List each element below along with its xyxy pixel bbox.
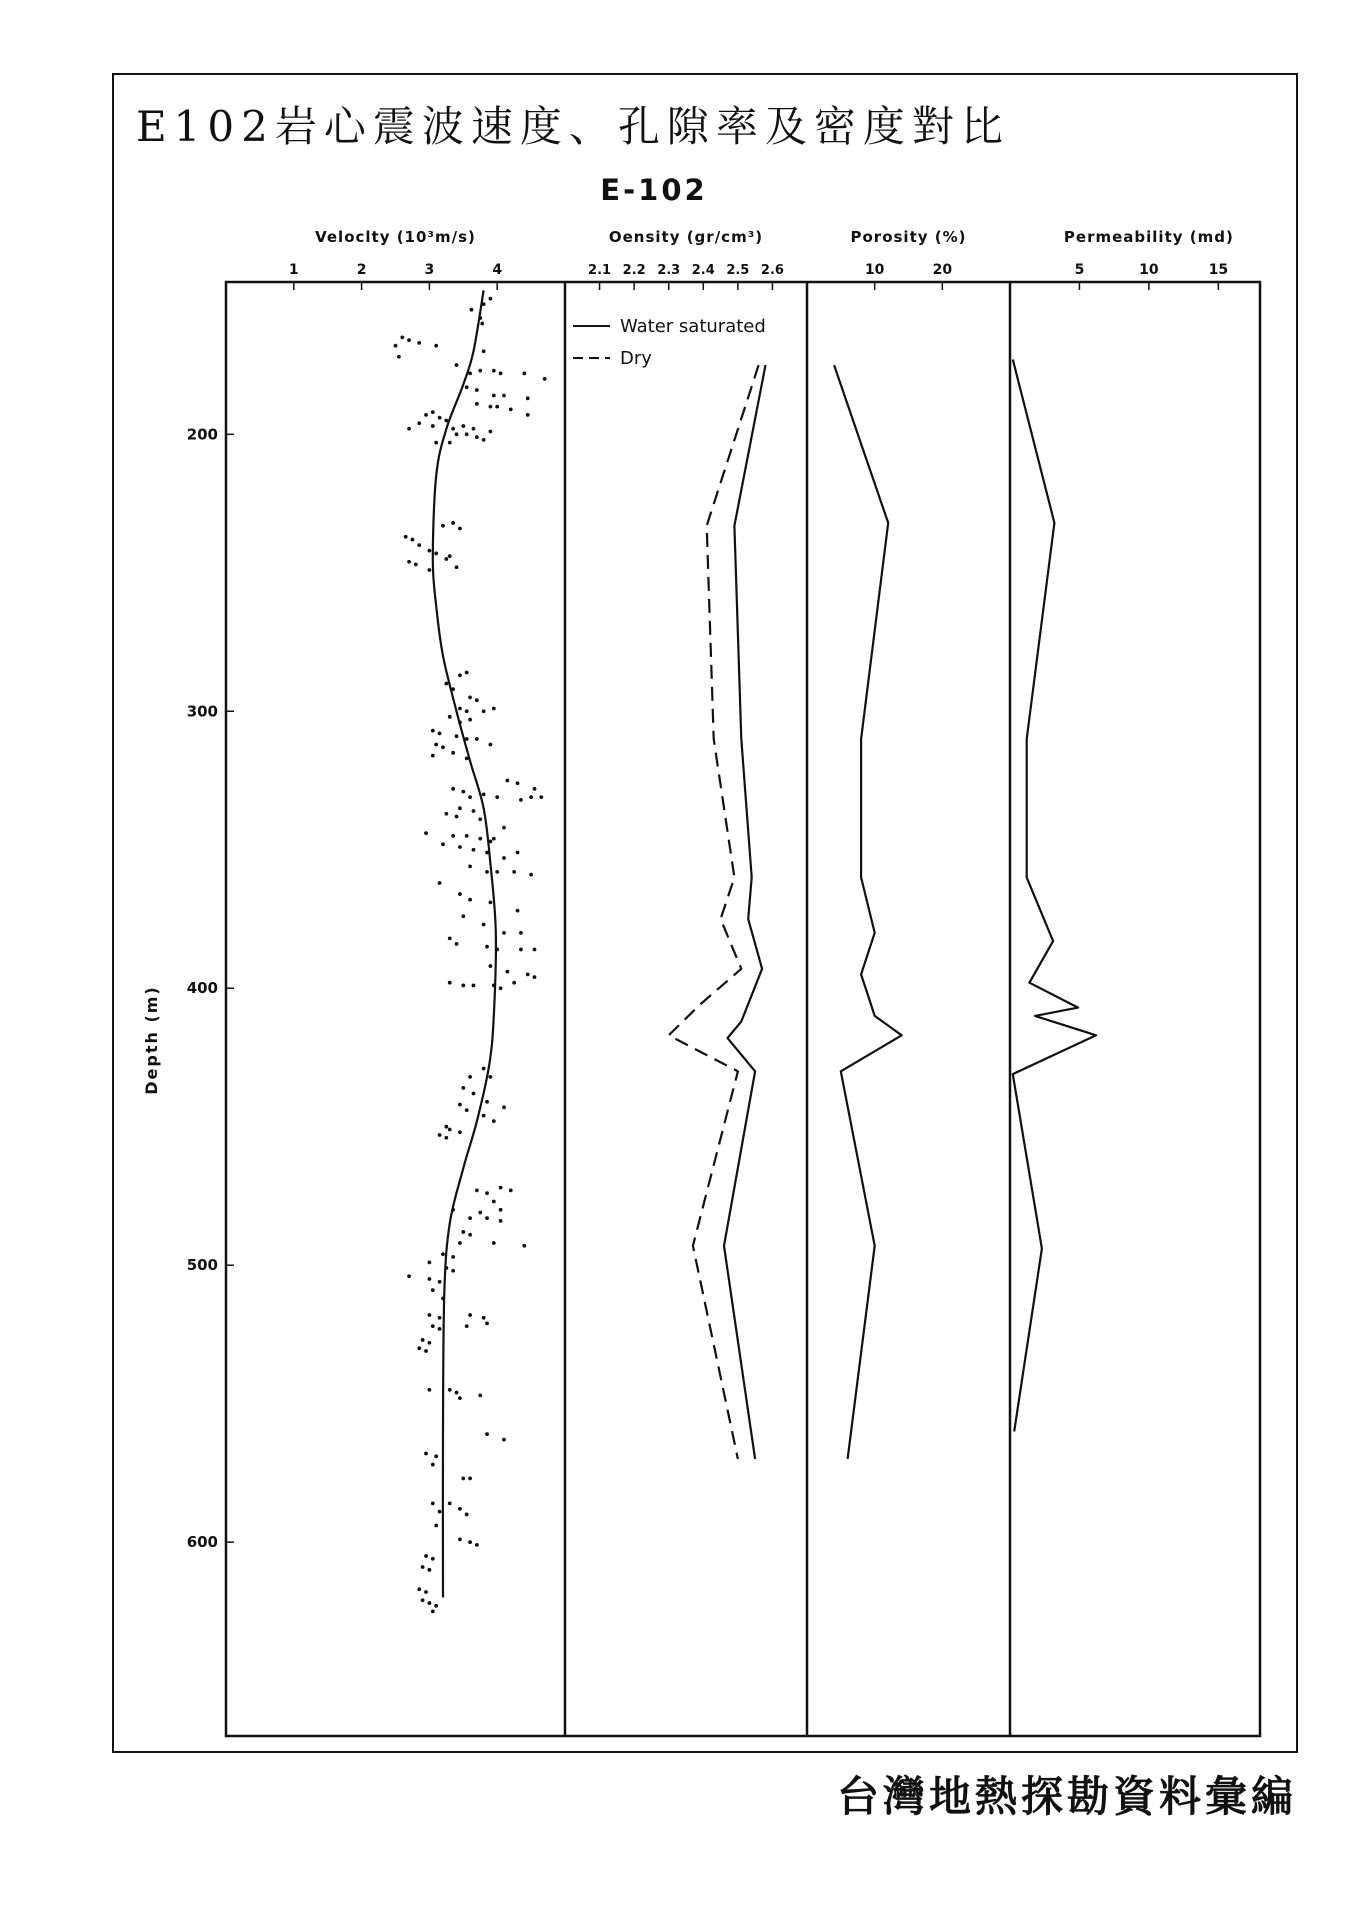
velocity-sample-point xyxy=(478,1393,482,1397)
velocity-sample-point xyxy=(468,898,472,902)
velocity-sample-point xyxy=(489,743,493,747)
velocity-sample-point xyxy=(472,848,476,852)
velocity-sample-point xyxy=(502,931,506,935)
velocity-sample-point xyxy=(434,1524,438,1528)
velocity-sample-point xyxy=(465,1108,469,1112)
velocity-sample-point xyxy=(489,405,493,409)
velocity-sample-point xyxy=(475,388,479,392)
velocity-sample-point xyxy=(431,729,435,733)
velocity-sample-point xyxy=(495,795,499,799)
velocity-sample-point xyxy=(465,1324,469,1328)
velocity-tick-label: 4 xyxy=(492,262,503,278)
velocity-sample-point xyxy=(529,795,533,799)
velocity-sample-point xyxy=(428,549,432,553)
velocity-sample-point xyxy=(485,851,489,855)
velocity-sample-point xyxy=(533,787,537,791)
velocity-sample-point xyxy=(444,419,448,423)
velocity-sample-point xyxy=(421,1598,425,1602)
velocity-sample-point xyxy=(533,975,537,979)
velocity-sample-point xyxy=(482,1114,486,1118)
velocity-sample-point xyxy=(414,563,418,567)
velocity-sample-point xyxy=(424,831,428,835)
density-water-saturated-line xyxy=(724,365,766,1459)
velocity-sample-point xyxy=(475,1189,479,1193)
velocity-sample-point xyxy=(468,864,472,868)
velocity-sample-point xyxy=(458,845,462,849)
velocity-sample-point xyxy=(431,1324,435,1328)
density-dry-line xyxy=(669,365,759,1459)
velocity-sample-point xyxy=(522,1244,526,1248)
velocity-sample-point xyxy=(434,552,438,556)
velocity-sample-point xyxy=(475,402,479,406)
velocity-sample-point xyxy=(448,441,452,445)
velocity-sample-point xyxy=(482,1067,486,1071)
velocity-sample-point xyxy=(458,1103,462,1107)
velocity-sample-point xyxy=(499,1186,503,1190)
velocity-sample-point xyxy=(465,1513,469,1517)
velocity-sample-point xyxy=(465,709,469,713)
velocity-sample-point xyxy=(448,1128,452,1132)
velocity-sample-point xyxy=(492,837,496,841)
velocity-sample-point xyxy=(444,1136,448,1140)
velocity-sample-point xyxy=(448,1501,452,1505)
velocity-sample-point xyxy=(424,1349,428,1353)
velocity-sample-point xyxy=(499,1219,503,1223)
velocity-sample-point xyxy=(434,1454,438,1458)
velocity-sample-point xyxy=(478,817,482,821)
velocity-sample-point xyxy=(438,1316,442,1320)
velocity-sample-point xyxy=(482,792,486,796)
velocity-sample-point xyxy=(428,1277,432,1281)
velocity-sample-point xyxy=(461,1230,465,1234)
velocity-sample-point xyxy=(485,870,489,874)
velocity-sample-point xyxy=(492,394,496,398)
velocity-sample-point xyxy=(468,718,472,722)
velocity-sample-point xyxy=(470,308,474,312)
velocity-sample-point xyxy=(475,435,479,439)
velocity-sample-point xyxy=(468,371,472,375)
velocity-sample-point xyxy=(448,554,452,558)
velocity-sample-point xyxy=(428,1313,432,1317)
velocity-tick-label: 3 xyxy=(424,262,435,278)
velocity-sample-point xyxy=(499,986,503,990)
velocity-sample-point xyxy=(480,322,484,326)
velocity-sample-point xyxy=(468,1216,472,1220)
legend-label-solid: Water saturated xyxy=(620,316,766,337)
velocity-sample-point xyxy=(482,923,486,927)
velocity-sample-point xyxy=(424,413,428,417)
velocity-sample-point xyxy=(465,432,469,436)
velocity-sample-point xyxy=(529,873,533,877)
velocity-sample-point xyxy=(417,1587,421,1591)
velocity-sample-point xyxy=(522,371,526,375)
velocity-sample-point xyxy=(448,981,452,985)
legend-label-dashed: Dry xyxy=(620,348,652,369)
depth-tick-label: 600 xyxy=(186,1533,218,1552)
velocity-sample-point xyxy=(411,538,415,542)
velocity-sample-point xyxy=(482,349,486,353)
velocity-sample-point xyxy=(461,1477,465,1481)
velocity-sample-point xyxy=(434,344,438,348)
velocity-sample-point xyxy=(499,371,503,375)
velocity-sample-point xyxy=(539,795,543,799)
velocity-sample-point xyxy=(444,812,448,816)
velocity-sample-point xyxy=(455,363,459,367)
velocity-sample-point xyxy=(451,1208,455,1212)
velocity-sample-point xyxy=(458,673,462,677)
velocity-sample-point xyxy=(519,931,523,935)
velocity-sample-point xyxy=(495,405,499,409)
velocity-sample-point xyxy=(428,1388,432,1392)
permeability-permeability-line xyxy=(1013,360,1096,1432)
velocity-sample-point xyxy=(502,394,506,398)
velocity-sample-point xyxy=(455,942,459,946)
velocity-sample-point xyxy=(472,427,476,431)
velocity-sample-point xyxy=(468,1540,472,1544)
velocity-sample-point xyxy=(482,709,486,713)
velocity-sample-point xyxy=(451,1255,455,1259)
velocity-sample-point xyxy=(461,914,465,918)
depth-tick-label: 200 xyxy=(186,425,218,444)
velocity-sample-point xyxy=(441,524,445,528)
density-tick-label: 2.4 xyxy=(691,263,715,278)
velocity-sample-point xyxy=(502,1438,506,1442)
velocity-sample-point xyxy=(468,795,472,799)
velocity-sample-point xyxy=(444,682,448,686)
velocity-sample-point xyxy=(526,396,530,400)
velocity-sample-point xyxy=(492,707,496,711)
velocity-sample-point xyxy=(502,856,506,860)
porosity-porosity-line xyxy=(834,365,902,1459)
velocity-sample-point xyxy=(472,984,476,988)
velocity-sample-point xyxy=(428,1261,432,1265)
velocity-sample-point xyxy=(489,900,493,904)
velocity-sample-point xyxy=(431,1501,435,1505)
velocity-sample-point xyxy=(417,421,421,425)
velocity-sample-point xyxy=(451,521,455,525)
velocity-sample-point xyxy=(438,1327,442,1331)
velocity-sample-point xyxy=(438,1510,442,1514)
velocity-sample-point xyxy=(434,441,438,445)
velocity-sample-point xyxy=(492,369,496,373)
velocity-sample-point xyxy=(458,1241,462,1245)
velocity-sample-point xyxy=(519,948,523,952)
velocity-sample-point xyxy=(438,416,442,420)
velocity-sample-point xyxy=(441,842,445,846)
velocity-sample-point xyxy=(495,948,499,952)
velocity-sample-point xyxy=(394,344,398,348)
velocity-sample-point xyxy=(455,432,459,436)
velocity-axis-label: Veloclty (10³m/s) xyxy=(315,228,476,246)
velocity-sample-point xyxy=(465,385,469,389)
velocity-sample-point xyxy=(492,1241,496,1245)
velocity-sample-point xyxy=(526,413,530,417)
velocity-sample-point xyxy=(499,1208,503,1212)
velocity-sample-point xyxy=(431,410,435,414)
velocity-sample-point xyxy=(438,1133,442,1137)
velocity-sample-point xyxy=(431,1463,435,1467)
velocity-sample-point xyxy=(482,438,486,442)
velocity-sample-point xyxy=(485,1216,489,1220)
velocity-sample-point xyxy=(509,1189,513,1193)
velocity-sample-point xyxy=(505,779,509,783)
velocity-sample-point xyxy=(441,1252,445,1256)
chart-title: E-102 xyxy=(600,173,708,207)
velocity-sample-point xyxy=(478,837,482,841)
velocity-sample-point xyxy=(489,964,493,968)
permeability-tick-label: 5 xyxy=(1074,262,1085,278)
velocity-sample-point xyxy=(451,834,455,838)
velocity-sample-point xyxy=(465,671,469,675)
velocity-sample-point xyxy=(485,1100,489,1104)
velocity-sample-point xyxy=(444,1125,448,1129)
velocity-sample-point xyxy=(489,1075,493,1079)
velocity-sample-point xyxy=(458,1537,462,1541)
velocity-sample-point xyxy=(458,806,462,810)
velocity-sample-point xyxy=(455,565,459,569)
density-tick-label: 2.3 xyxy=(657,263,681,278)
figure-title: E102岩心震波速度、孔隙率及密度對比 xyxy=(136,102,1010,151)
velocity-sample-point xyxy=(492,1200,496,1204)
depth-tick-label: 300 xyxy=(186,702,218,721)
velocity-sample-point xyxy=(455,815,459,819)
velocity-sample-point xyxy=(492,984,496,988)
velocity-sample-point xyxy=(468,1233,472,1237)
velocity-sample-point xyxy=(526,972,530,976)
velocity-sample-point xyxy=(475,1543,479,1547)
velocity-sample-point xyxy=(509,407,513,411)
velocity-sample-point xyxy=(428,1601,432,1605)
depth-tick-label: 500 xyxy=(186,1256,218,1275)
velocity-sample-point xyxy=(397,355,401,359)
velocity-sample-point xyxy=(431,1609,435,1613)
velocity-sample-point xyxy=(400,335,404,339)
velocity-sample-point xyxy=(465,756,469,760)
velocity-sample-point xyxy=(468,696,472,700)
velocity-sample-point xyxy=(489,840,493,844)
porosity-axis-label: Porosity (%) xyxy=(850,228,967,246)
velocity-sample-point xyxy=(444,557,448,561)
velocity-sample-point xyxy=(407,338,411,342)
velocity-sample-point xyxy=(438,1280,442,1284)
velocity-sample-point xyxy=(417,341,421,345)
velocity-sample-point xyxy=(543,377,547,381)
porosity-tick-label: 20 xyxy=(932,262,953,278)
velocity-sample-point xyxy=(451,1269,455,1273)
velocity-sample-point xyxy=(428,568,432,572)
velocity-sample-point xyxy=(465,834,469,838)
velocity-sample-point xyxy=(482,302,486,306)
velocity-sample-point xyxy=(505,970,509,974)
velocity-sample-point xyxy=(495,870,499,874)
velocity-sample-point xyxy=(472,809,476,813)
velocity-sample-point xyxy=(468,1477,472,1481)
velocity-sample-point xyxy=(516,909,520,913)
velocity-sample-point xyxy=(431,1288,435,1292)
velocity-sample-point xyxy=(482,1316,486,1320)
velocity-sample-point xyxy=(478,369,482,373)
permeability-tick-label: 10 xyxy=(1139,262,1159,278)
velocity-sample-point xyxy=(485,1321,489,1325)
velocity-sample-point xyxy=(448,1388,452,1392)
velocity-sample-point xyxy=(448,936,452,940)
velocity-sample-point xyxy=(458,707,462,711)
velocity-sample-point xyxy=(458,1507,462,1511)
velocity-sample-point xyxy=(451,787,455,791)
velocity-sample-point xyxy=(458,720,462,724)
depth-tick-label: 400 xyxy=(186,979,218,998)
velocity-sample-point xyxy=(519,798,523,802)
velocity-sample-point xyxy=(434,743,438,747)
velocity-sample-point xyxy=(468,1313,472,1317)
velocity-sample-point xyxy=(448,715,452,719)
velocity-sample-point xyxy=(458,892,462,896)
velocity-tick-label: 1 xyxy=(288,262,299,278)
footer-caption: 台灣地熱探勘資料彙編 xyxy=(836,1772,1297,1821)
velocity-sample-point xyxy=(533,948,537,952)
velocity-sample-point xyxy=(455,734,459,738)
velocity-sample-point xyxy=(492,1119,496,1123)
velocity-sample-point xyxy=(417,543,421,547)
velocity-sample-point xyxy=(407,1274,411,1278)
velocity-sample-point xyxy=(417,1346,421,1350)
plot-box xyxy=(226,282,1260,1736)
velocity-sample-point xyxy=(516,781,520,785)
velocity-sample-point xyxy=(424,1590,428,1594)
velocity-sample-point xyxy=(502,826,506,830)
density-tick-label: 2.6 xyxy=(760,263,784,278)
velocity-sample-point xyxy=(468,1075,472,1079)
density-axis-label: Oensity (gr/cm³) xyxy=(608,228,764,246)
velocity-sample-point xyxy=(424,1554,428,1558)
velocity-sample-point xyxy=(407,560,411,564)
velocity-sample-point xyxy=(461,984,465,988)
velocity-sample-point xyxy=(478,316,482,320)
velocity-sample-point xyxy=(431,754,435,758)
velocity-tick-label: 2 xyxy=(356,262,367,278)
velocity-trend-line xyxy=(433,290,496,1597)
velocity-sample-point xyxy=(407,427,411,431)
velocity-sample-point xyxy=(455,1391,459,1395)
velocity-sample-point xyxy=(461,790,465,794)
velocity-sample-point xyxy=(424,1452,428,1456)
velocity-sample-point xyxy=(441,745,445,749)
density-tick-label: 2.1 xyxy=(588,263,612,278)
velocity-sample-point xyxy=(428,1341,432,1345)
velocity-sample-point xyxy=(458,1130,462,1134)
porosity-tick-label: 10 xyxy=(864,262,885,278)
velocity-sample-point xyxy=(421,1338,425,1342)
velocity-sample-point xyxy=(431,1557,435,1561)
velocity-sample-point xyxy=(458,1396,462,1400)
velocity-sample-point xyxy=(438,881,442,885)
velocity-sample-point xyxy=(434,1604,438,1608)
permeability-tick-label: 15 xyxy=(1208,262,1229,278)
velocity-sample-point xyxy=(451,427,455,431)
velocity-sample-point xyxy=(451,687,455,691)
velocity-sample-point xyxy=(485,1191,489,1195)
velocity-sample-point xyxy=(458,527,462,531)
permeability-axis-label: Permeability (md) xyxy=(1063,228,1234,246)
velocity-sample-point xyxy=(441,1297,445,1301)
velocity-sample-point xyxy=(478,1211,482,1215)
velocity-sample-point xyxy=(502,1105,506,1109)
velocity-sample-point xyxy=(475,698,479,702)
velocity-sample-point xyxy=(472,1092,476,1096)
velocity-sample-point xyxy=(461,424,465,428)
velocity-sample-point xyxy=(475,737,479,741)
depth-axis-label: Depth (m) xyxy=(142,985,161,1095)
velocity-sample-point xyxy=(431,424,435,428)
velocity-sample-point xyxy=(438,732,442,736)
density-tick-label: 2.2 xyxy=(622,263,646,278)
density-tick-label: 2.5 xyxy=(726,263,750,278)
velocity-sample-point xyxy=(404,535,408,539)
velocity-sample-point xyxy=(485,945,489,949)
velocity-sample-point xyxy=(444,1266,448,1270)
velocity-sample-point xyxy=(421,1565,425,1569)
velocity-sample-point xyxy=(512,870,516,874)
velocity-sample-point xyxy=(516,851,520,855)
velocity-sample-point xyxy=(451,751,455,755)
velocity-sample-point xyxy=(461,1086,465,1090)
velocity-sample-point xyxy=(489,297,493,301)
velocity-sample-point xyxy=(489,430,493,434)
velocity-sample-point xyxy=(465,737,469,741)
velocity-sample-point xyxy=(428,1568,432,1572)
velocity-sample-point xyxy=(512,981,516,985)
velocity-sample-point xyxy=(485,1432,489,1436)
